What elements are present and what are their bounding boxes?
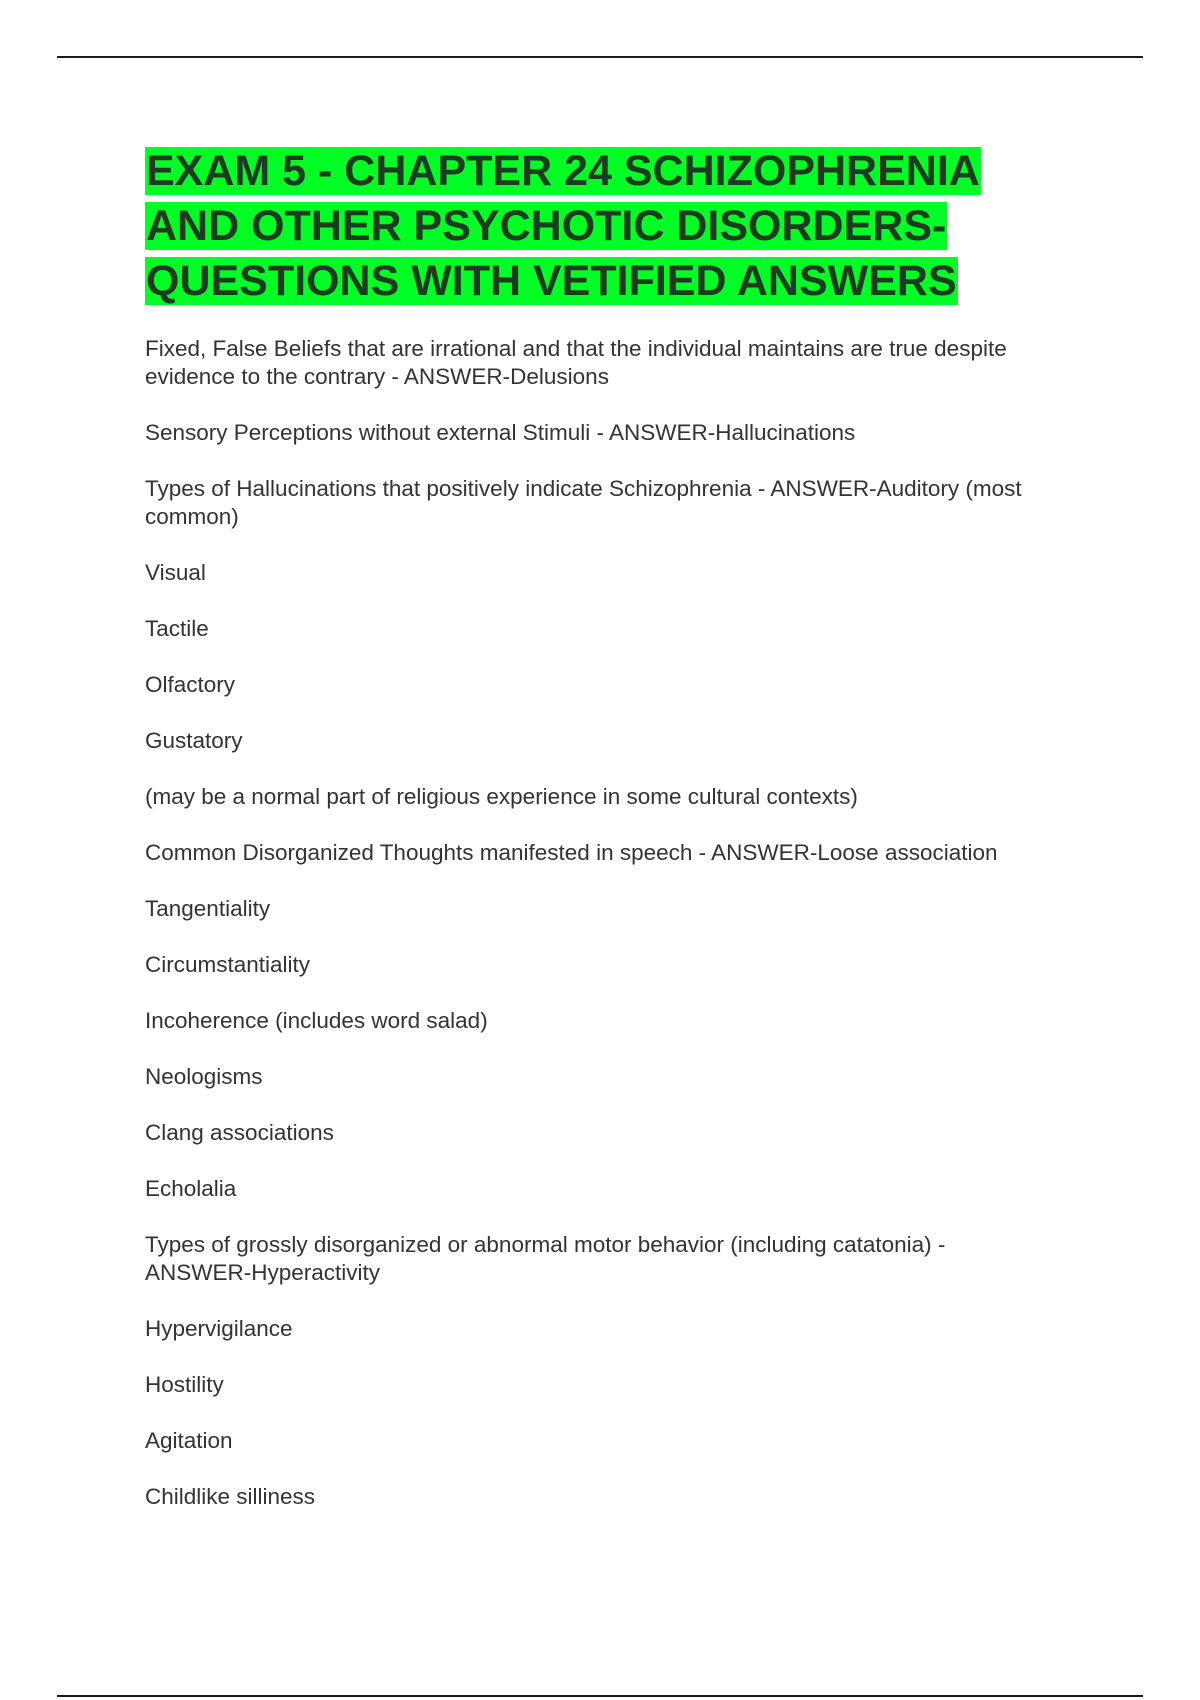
body-paragraph [145,1483,1110,1511]
paragraph-line: Olfactory [145,672,236,697]
paragraph-line: Neologisms [145,1064,263,1089]
title-line-text: AND OTHER PSYCHOTIC DISORDERS- [146,202,947,250]
paragraph-line: Visual [145,560,206,585]
document-title [145,144,1095,309]
paragraph-line: Echolalia [145,1176,237,1201]
body-paragraph [145,783,1110,811]
body-paragraph [145,727,1110,755]
body-paragraph [145,1315,1110,1343]
body-paragraph [145,1231,1110,1287]
body-paragraph [145,1175,1110,1203]
title-line [145,144,1095,199]
paragraph-line: Hostility [145,1372,224,1397]
body-paragraph [145,475,1110,531]
paragraph-line: (may be a normal part of religious experience in some cultural contexts) [145,784,858,809]
body-paragraph [145,1371,1110,1399]
body-paragraph [145,671,1110,699]
paragraph-line: Common Disorganized Thoughts manifested in speech - ANSWER-Loose association [145,840,998,865]
body-paragraph [145,419,1110,447]
body-paragraph [145,839,1110,867]
body-paragraph [145,1119,1110,1147]
paragraph-line: Types of Hallucinations that positively indicate Schizophrenia - ANSWER-Auditory (most [145,476,1022,501]
body-paragraph [145,559,1110,587]
body-paragraph [145,1007,1110,1035]
paragraph-line: Sensory Perceptions without external Stimuli - ANSWER-Hallucinations [145,420,856,445]
body-paragraph [145,895,1110,923]
body-paragraph [145,1063,1110,1091]
body-paragraph [145,615,1110,643]
body-paragraph [145,1427,1110,1455]
body-paragraph [145,951,1110,979]
document-body [145,335,1110,1539]
paragraph-line: Circumstantiality [145,952,311,977]
title-line [145,199,1095,254]
title-line-text: QUESTIONS WITH VETIFIED ANSWERS [146,257,957,305]
body-paragraph [145,335,1110,391]
paragraph-line: Agitation [145,1428,233,1453]
bottom-rule [57,1695,1143,1697]
paragraph-line: Clang associations [145,1120,334,1145]
paragraph-line: Incoherence (includes word salad) [145,1008,488,1033]
paragraph-line: ANSWER-Hyperactivity [145,1260,381,1285]
paragraph-line: Types of grossly disorganized or abnormal motor behavior (including catatonia) - [145,1232,946,1257]
paragraph-line: Hypervigilance [145,1316,293,1341]
title-line [145,254,1095,309]
paragraph-line: evidence to the contrary - ANSWER-Delusions [145,364,609,389]
paragraph-line: Fixed, False Beliefs that are irrational and that the individual maintains are true despite [145,336,1007,361]
paragraph-line: Tactile [145,616,209,641]
paragraph-line: common) [145,504,239,529]
paragraph-line: Gustatory [145,728,243,753]
title-line-text: EXAM 5 - CHAPTER 24 SCHIZOPHRENIA [146,147,980,195]
paragraph-line: Tangentiality [145,896,271,921]
top-rule [57,56,1143,58]
paragraph-line: Childlike silliness [145,1484,316,1509]
